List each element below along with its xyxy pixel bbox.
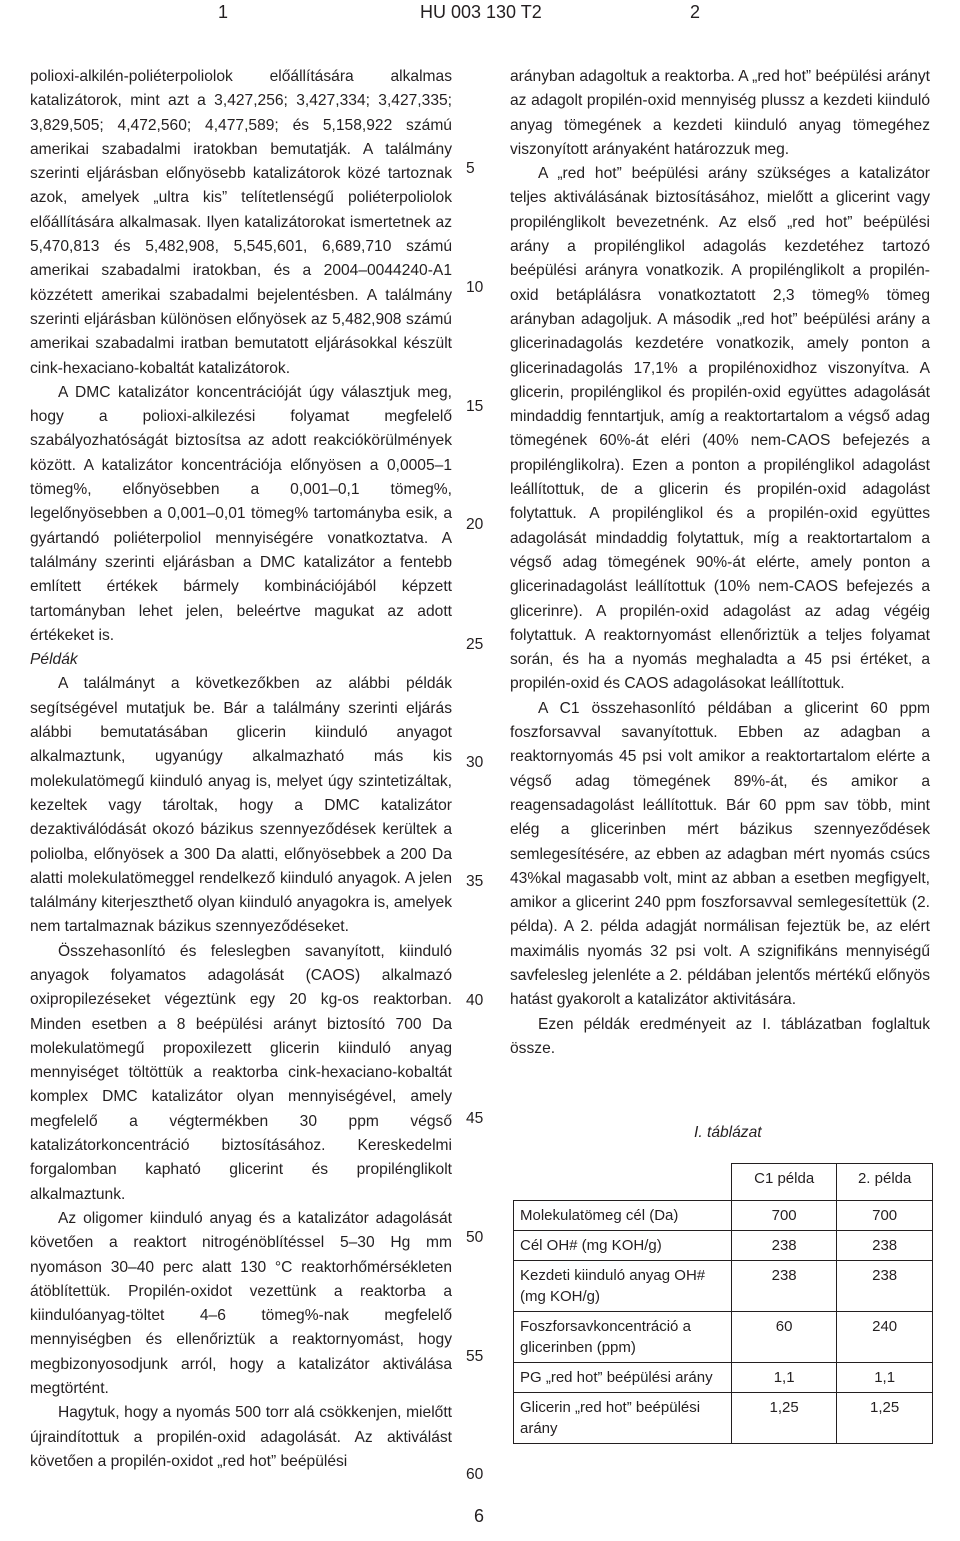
right-paragraph-4: Ezen példák eredményeit az I. táblázatban foglaltuk össze. [510, 1015, 930, 1057]
line-number: 55 [466, 1348, 484, 1365]
line-number: 10 [466, 279, 484, 296]
right-column-number: 2 [690, 2, 701, 22]
page-number: 6 [474, 1506, 485, 1526]
line-number: 15 [466, 398, 484, 415]
left-paragraph-4: Összehasonlító és feleslegben savanyított, kiinduló anyagok folyamatos adagolását (CAOS) alkalmazó oxipropilezéseket végeztünk egy 20 kg-os reaktorban. Minden esetben a 8 beépülési arányt biztosító 700 Da molekulatömegű propoxilezett glicerin kiinduló anyag mennyiséget töltöttük a reaktorba cink-hexaciano-kobaltát komplex DMC katalizátor olyan mennyiségével, amely megfelelő a végtermékben 30 ppm végső katalizátorkoncentráció biztosításához. Kereskedelmi forgalomban kapható glicerint és propilénglikolt alkalmaztunk. [30, 942, 452, 1203]
table-row [514, 1363, 933, 1393]
cell-c1: 238 [732, 1261, 837, 1312]
line-number: 50 [466, 1229, 484, 1246]
cell-c1: 238 [732, 1231, 837, 1261]
cell-example-2: 238 [837, 1261, 933, 1312]
row-label: Kezdeti kiinduló anyag OH# (mg KOH/g) [514, 1261, 732, 1312]
right-paragraph-2: A „red hot” beépülési arány szükséges a katalizátor teljes aktiválásának biztosításához, mielőtt a glicerint vagy propilénglikolt bevezetnénk. Az első „red hot” beépülési arány a propilénglikol adagolás kezdetéhez tartozó beépülési arányra vonatkozik. A propilénglikolt a propilén-oxid betáplálásra vonatkoztatott 2,3 tömeg% tömeg arányban adagoljuk. A második „red hot” beépülési arány a glicerinadagolás kezdetére vonatkozik, amely ponton a glicerinadagolás 17,1% a propilénoxidhoz viszonyítva. A glicerin, propilénglikol és propilén-oxid együttes adagolását mindaddig fenntartjuk, amíg a reaktortartalom a végső adag tömegének 60%-át eléri (40% nem-CAOS befejezés a propilénglikolra). Ezen a ponton a propilénglikol adagolást leállítottuk, de a glicerin és propilén-oxid adagolást folytattuk. A propilénglikol és a propilén-oxid együttes adagolását mindaddig folytattuk, míg a reaktortartalom a végső adag tömegének 90%-át elérte, amely ponton a glicerinadagolást leállítottuk (10% nem-CAOS befejezés a glicerinre). A propilén-oxid adagolást az adag végéig folytattuk. A reaktornyomást ellenőriztük a teljes folyamat során, és ha a nyomás meghaladta a 45 psi értéket, a propilén-oxid és CAOS adagolásokat leállítottuk. [510, 165, 930, 693]
line-number: 35 [466, 873, 484, 890]
line-number: 40 [466, 992, 484, 1009]
row-label: Foszforsavkoncentráció a glicerinben (ppm) [514, 1312, 732, 1363]
table-corner-cell [514, 1164, 732, 1201]
cell-example-2: 1,25 [837, 1393, 933, 1444]
cell-c1: 700 [732, 1201, 837, 1231]
row-label: Molekulatömeg cél (Da) [514, 1201, 732, 1231]
cell-example-2: 238 [837, 1231, 933, 1261]
line-number: 60 [466, 1466, 484, 1483]
right-paragraph-1: arányban adagoltuk a reaktorba. A „red hot” beépülési arányt az adagolt propilén-oxid mennyiség plussz a kezdeti kiinduló anyag tömegének a kezdeti kiinduló anyag tömegéhez viszonyított arányaként határozzuk meg. [510, 68, 930, 158]
right-column [510, 65, 930, 1061]
document-id: HU 003 130 T2 [420, 2, 542, 22]
cell-c1: 60 [732, 1312, 837, 1363]
row-label: Cél OH# (mg KOH/g) [514, 1231, 732, 1261]
table-row [514, 1261, 933, 1312]
cell-c1: 1,1 [732, 1363, 837, 1393]
left-paragraph-6: Hagytuk, hogy a nyomás 500 torr alá csökkenjen, mielőtt újraindítottuk a propilén-oxid adagolását. Az aktiválást követően a propilén-oxidot „red hot” beépülési [30, 1404, 452, 1470]
table-row [514, 1231, 933, 1261]
column-header-example-2: 2. példa [837, 1164, 933, 1201]
cell-example-2: 700 [837, 1201, 933, 1231]
row-label: PG „red hot” beépülési arány [514, 1363, 732, 1393]
table-row [514, 1393, 933, 1444]
left-column [30, 65, 452, 1474]
cell-c1: 1,25 [732, 1393, 837, 1444]
table-header-row [514, 1164, 933, 1201]
table-title: I. táblázat [694, 1124, 762, 1141]
left-paragraph-3: A találmányt a következőkben az alábbi példák segítségével mutatjuk be. Bár a találmány szerinti eljárás alábbi bemutatásában glicerin kiinduló anyagot alkalmaztunk, ugyanúgy alkalmazható más kis molekulatömegű kiinduló anyag is, melyet úgy szintetizáltak, kezeltek vagy tároltak, hogy a DMC katalizátor dezaktiválódását okozó bázikus szennyeződések kerültek a poliolba, előnyösek a 300 Da alatti, előnyösebbek a 200 Da alatti molekulatömeggel rendelkező kiinduló anyagok. A jelen találmány kiterjeszthető olyan kiinduló anyagokra is, amelyek nem tartalmaznak bázikus szennyeződéseket. [30, 675, 452, 936]
table-row [514, 1201, 933, 1231]
section-heading-examples: Példák [30, 651, 78, 669]
line-number: 25 [466, 636, 484, 653]
cell-example-2: 1,1 [837, 1363, 933, 1393]
page-header [0, 0, 960, 40]
left-paragraph-5: Az oligomer kiinduló anyag és a katalizátor adagolását követően a reaktort nitrogénöblítéssel 5–30 Hg mm nyomáson 30–40 perc alatt 130 °C reaktorhőmérsékleten átöblítettük. Propilén-oxidot vezettünk a reaktorba a kiindulóanyag-töltet 4–6 tömeg%-nak megfelelő mennyiségben és ellenőriztük a reaktornyomást, hogy megbizonyosodjunk arról, hogy a katalizátor aktiválása megtörtént. [30, 1209, 452, 1398]
results-table [513, 1163, 933, 1444]
row-label: Glicerin „red hot” beépülési arány [514, 1393, 732, 1444]
line-number: 45 [466, 1110, 484, 1127]
left-column-number: 1 [218, 2, 229, 22]
line-number: 20 [466, 516, 484, 533]
left-paragraph-2: A DMC katalizátor koncentrációját úgy választjuk meg, hogy a polioxi-alkilezési folyamat megfelelő szabályozhatóságát biztosítsa az adott reakciókörülmények között. A katalizátor koncentrációja előnyösen a 0,0005–1 tömeg%, előnyösebben a 0,001–0,1 tömeg%, legelőnyösebben a 0,001–0,01 tömeg% tartományba esik, a gyártandó poliéterpoliol mennyiségére vonatkoztatva. A találmány szerinti eljárásban a DMC katalizátor a fentebb említett értékek bármely kombinációjából képzett tartományban lehet jelen, beleértve magukat az adott értékeket is. [30, 383, 452, 644]
cell-example-2: 240 [837, 1312, 933, 1363]
line-number: 30 [466, 754, 484, 771]
left-paragraph-1: polioxi-alkilén-poliéterpoliolok előállítására alkalmas katalizátorok, mint azt a 3,427,256; 3,427,334; 3,427,335; 3,829,505; 4,472,560; 4,477,589; és 5,158,922 számú amerikai szabadalmi iratokban bemutatják. A találmány szerinti eljárásban előnyösebb katalizátorok közé tartoznak azok, amelyek „ultra kis” telítetlenségű poliéterpoliolok előállítására alkalmasak. Ilyen katalizátorokat ismertetnek az 5,470,813 és 5,482,908, 5,545,601, 6,689,710 számú amerikai szabadalmi iratokban, és a 2004–0044240-A1 közzétett amerikai szabadalmi bejelentésben. A találmány szerinti eljárásban különösen előnyösek az 5,482,908 számú amerikai szabadalmi iratban bemutatott eljárásokkal készült cink-hexaciano-kobaltát katalizátorok. [30, 68, 452, 377]
right-paragraph-3: A C1 összehasonlító példában a glicerint 60 ppm foszforsavval savanyítottuk. Ebben az adagban a reaktornyomás 45 psi volt amikor a reaktortartalom elérte a végső adag tömegének 89%-át, és amikor a reagensadagolást leállítottuk. Bár 60 ppm sav több, mint elég a glicerinben mért bázikus szennyeződések semlegesítésére, az ebben az adagban mért nyomás csúcs 43%kal magasabb volt, mint az abban a esetben megfigyelt, amikor a glicerint 240 ppm foszforsavval semlegesítettük (2. példa). A 2. példa adagját normálisan fejeztük be, az elért maximális nyomás 32 psi volt. A szignifikáns mennyiségű savfelesleg jelenléte a 2. példában jelentős mértékű előnyös hatást gyakorolt a katalizátor aktivitására. [510, 699, 930, 1009]
column-header-c1: C1 példa [732, 1164, 837, 1201]
table-row [514, 1312, 933, 1363]
line-number: 5 [466, 160, 475, 177]
